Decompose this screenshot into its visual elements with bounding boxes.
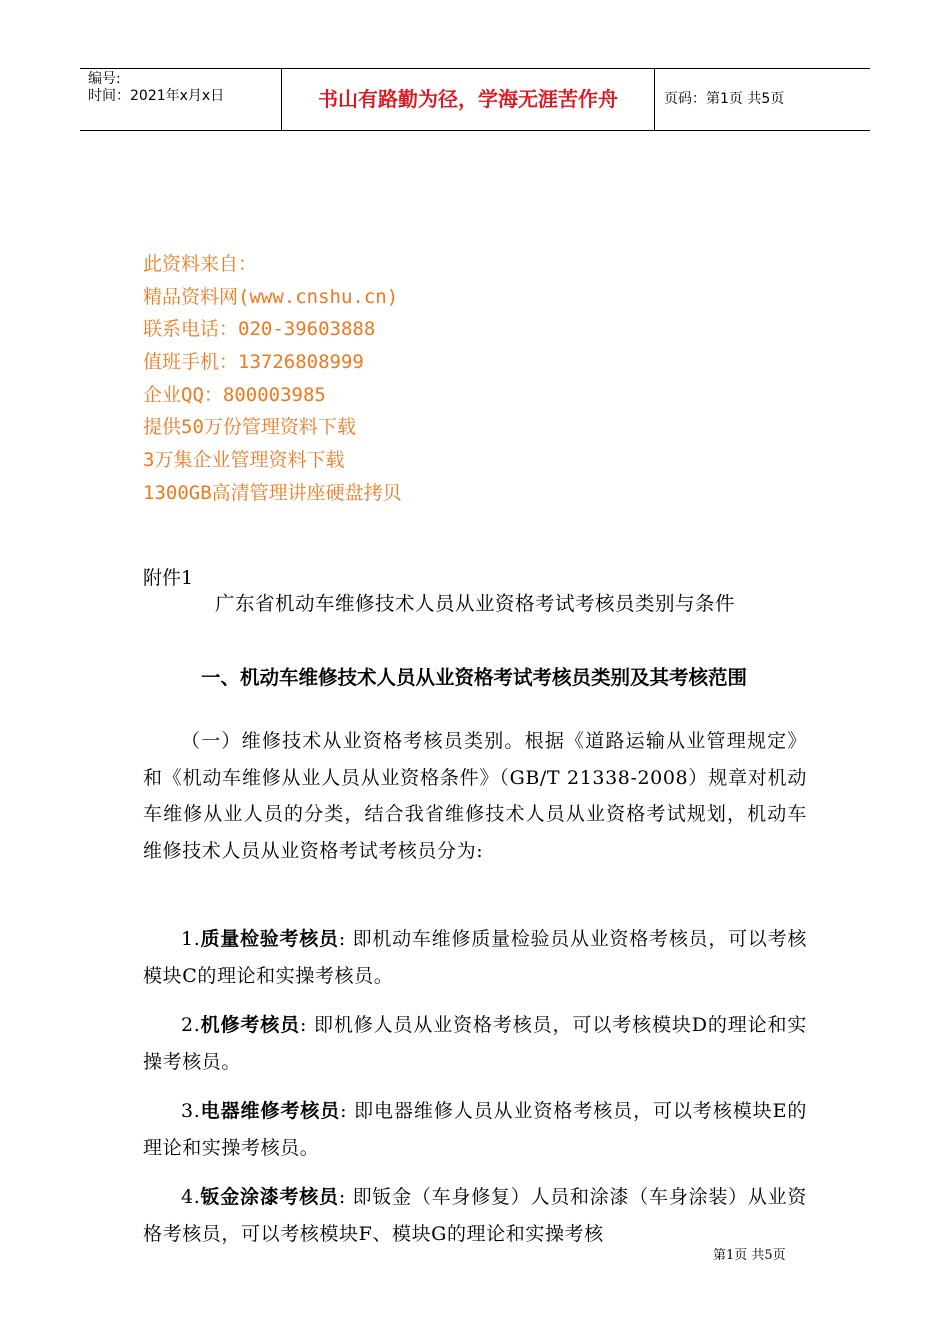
source-line: 此资料来自：: [143, 253, 258, 275]
header-divider: [654, 69, 655, 130]
source-line: 1300GB高清管理讲座硬盘拷贝: [143, 481, 402, 504]
attachment-label: 附件1: [143, 567, 194, 589]
list-item: [143, 921, 807, 994]
number-label: 编号:: [88, 71, 121, 87]
source-line: 企业QQ：800003985: [143, 383, 326, 406]
item-term: 质量检验考核员: [200, 928, 339, 950]
source-line: 3万集企业管理资料下载: [143, 449, 345, 472]
item-number: 3.: [181, 1100, 201, 1122]
item-text: : 即机动车维修质量检验员从业资格考核员，可以考核模块C的理论和实操考核员。: [143, 928, 807, 987]
item-number: 4.: [181, 1186, 201, 1208]
source-line: 精品资料网(www.cnshu.cn): [143, 285, 399, 308]
item-text: : 即机修人员从业资格考核员，可以考核模块D的理论和实操考核员。: [143, 1014, 807, 1073]
source-line: 值班手机：13726808999: [143, 351, 364, 374]
page-header: [80, 68, 870, 131]
item-text: : 即钣金（车身修复）人员和涂漆（车身涂装）从业资格考核员，可以考核模块F、模块G的理论和实操考核: [143, 1186, 807, 1245]
item-text: : 即电器维修人员从业资格考核员，可以考核模块E的理论和实操考核员。: [143, 1100, 808, 1159]
header-motto: 书山有路勤为径，学海无涯苦作舟: [318, 87, 618, 111]
list-item: [143, 1007, 807, 1080]
source-block: [143, 248, 402, 510]
footer-page-info: 第1页 共5页: [713, 1248, 786, 1263]
section-title: 一、机动车维修技术人员从业资格考试考核员类别及其考核范围: [201, 666, 748, 689]
document-title: 广东省机动车维修技术人员从业资格考试考核员类别与条件: [214, 592, 735, 615]
item-number: 1.: [181, 928, 201, 950]
source-line: 提供50万份管理资料下载: [143, 416, 356, 439]
item-term: 电器维修考核员: [200, 1100, 341, 1122]
list-item: [143, 1179, 807, 1252]
item-term: 钣金涂漆考核员: [200, 1186, 339, 1208]
header-page-info: 页码：第1页 共5页: [664, 91, 785, 107]
item-number: 2.: [181, 1014, 201, 1036]
intro-paragraph: （一）维修技术从业资格考核员类别。根据《道路运输从业管理规定》和《机动车维修从业人员从业资格条件》（GB/T 21338-2008）规章对机动车维修从业人员的分类，结合我省维修技术人员从业资格考试规划，机动车维修技术人员从业资格考试考核员分为:: [143, 730, 807, 862]
time-label: 时间：2021年x月x日: [88, 88, 225, 104]
list-item: [143, 1093, 807, 1166]
header-meta: [88, 71, 224, 105]
item-term: 机修考核员: [200, 1014, 301, 1036]
source-line: 联系电话：020-39603888: [143, 318, 376, 341]
